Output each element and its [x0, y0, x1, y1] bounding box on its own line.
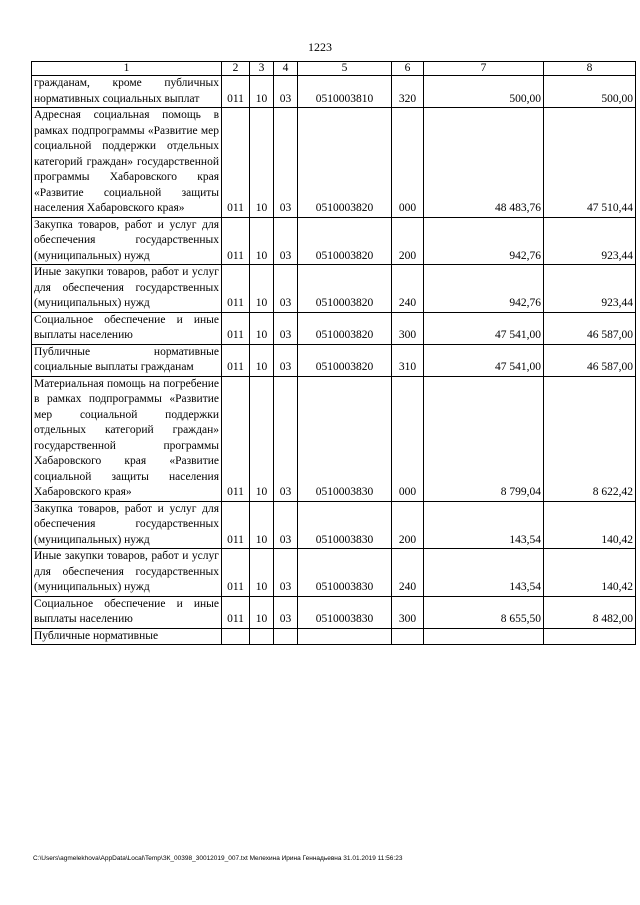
- row-amount-2: 47 510,44: [544, 108, 636, 218]
- row-amount-1: [424, 628, 544, 645]
- row-section: 10: [250, 376, 274, 501]
- row-amount-1: 942,76: [424, 265, 544, 313]
- row-amount-1: 8 799,04: [424, 376, 544, 501]
- col-header-8: 8: [544, 62, 636, 76]
- row-name: Закупка товаров, работ и услуг для обеспечения государственных (муниципальных) нужд: [32, 501, 222, 549]
- row-ministry-code: 011: [222, 108, 250, 218]
- row-target-article: 0510003830: [298, 376, 392, 501]
- table-header-row: [32, 62, 636, 76]
- row-subsection: 03: [274, 312, 298, 344]
- col-header-4: 4: [274, 62, 298, 76]
- row-ministry-code: 011: [222, 76, 250, 108]
- col-header-5: 5: [298, 62, 392, 76]
- row-target-article: 0510003820: [298, 312, 392, 344]
- row-subsection: 03: [274, 549, 298, 597]
- row-ministry-code: 011: [222, 376, 250, 501]
- row-target-article: 0510003820: [298, 108, 392, 218]
- row-section: [250, 628, 274, 645]
- row-subsection: 03: [274, 501, 298, 549]
- row-subsection: 03: [274, 217, 298, 265]
- row-expense-type: 320: [392, 76, 424, 108]
- row-expense-type: 240: [392, 265, 424, 313]
- row-amount-2: [544, 628, 636, 645]
- row-name: Иные закупки товаров, работ и услуг для обеспечения государственных (муниципальных) нужд: [32, 265, 222, 313]
- table-row: [32, 501, 636, 549]
- row-section: 10: [250, 596, 274, 628]
- row-amount-1: 47 541,00: [424, 344, 544, 376]
- row-name: Социальное обеспечение и иные выплаты населению: [32, 312, 222, 344]
- table-row: [32, 596, 636, 628]
- row-target-article: 0510003820: [298, 217, 392, 265]
- row-amount-1: 48 483,76: [424, 108, 544, 218]
- row-name: Закупка товаров, работ и услуг для обеспечения государственных (муниципальных) нужд: [32, 217, 222, 265]
- table-row: [32, 344, 636, 376]
- row-amount-1: 500,00: [424, 76, 544, 108]
- row-target-article: 0510003820: [298, 265, 392, 313]
- row-section: 10: [250, 108, 274, 218]
- row-amount-1: 143,54: [424, 501, 544, 549]
- row-target-article: 0510003820: [298, 344, 392, 376]
- row-amount-2: 46 587,00: [544, 312, 636, 344]
- row-target-article: 0510003810: [298, 76, 392, 108]
- row-ministry-code: 011: [222, 265, 250, 313]
- footer-file-path: C:\Users\agmelekhova\AppData\Local\Temp\ЗК_00398_30012019_007.txt Мелехина Ирина Геннадьевна 31.01.2019 11:56:23: [33, 855, 403, 862]
- row-ministry-code: 011: [222, 217, 250, 265]
- col-header-2: 2: [222, 62, 250, 76]
- row-amount-1: 8 655,50: [424, 596, 544, 628]
- row-amount-2: 923,44: [544, 265, 636, 313]
- row-section: 10: [250, 312, 274, 344]
- row-name: Публичные нормативные социальные выплаты гражданам: [32, 344, 222, 376]
- budget-table: [31, 61, 636, 645]
- row-amount-2: 8 482,00: [544, 596, 636, 628]
- row-amount-1: 143,54: [424, 549, 544, 597]
- row-amount-2: 140,42: [544, 549, 636, 597]
- row-subsection: 03: [274, 108, 298, 218]
- row-name: Материальная помощь на погребение в рамках подпрограммы «Развитие мер социальной поддержки отдельных категорий граждан» государственной программы Хабаровского края «Развитие социальной защиты населения Хабаровского края»: [32, 376, 222, 501]
- row-subsection: 03: [274, 76, 298, 108]
- col-header-7: 7: [424, 62, 544, 76]
- row-expense-type: 200: [392, 217, 424, 265]
- table-row: [32, 549, 636, 597]
- row-name: Публичные нормативные: [32, 628, 222, 645]
- row-expense-type: 300: [392, 312, 424, 344]
- row-amount-2: 140,42: [544, 501, 636, 549]
- row-subsection: 03: [274, 376, 298, 501]
- row-ministry-code: 011: [222, 312, 250, 344]
- col-header-6: 6: [392, 62, 424, 76]
- row-amount-1: 47 541,00: [424, 312, 544, 344]
- row-name: Социальное обеспечение и иные выплаты населению: [32, 596, 222, 628]
- row-expense-type: 000: [392, 108, 424, 218]
- row-name: Иные закупки товаров, работ и услуг для обеспечения государственных (муниципальных) нужд: [32, 549, 222, 597]
- row-section: 10: [250, 549, 274, 597]
- table-row: [32, 217, 636, 265]
- row-amount-2: 923,44: [544, 217, 636, 265]
- table-row: [32, 265, 636, 313]
- row-ministry-code: 011: [222, 501, 250, 549]
- row-subsection: 03: [274, 344, 298, 376]
- row-subsection: 03: [274, 596, 298, 628]
- row-subsection: 03: [274, 265, 298, 313]
- row-amount-2: 8 622,42: [544, 376, 636, 501]
- row-section: 10: [250, 76, 274, 108]
- row-target-article: 0510003830: [298, 596, 392, 628]
- table-row: [32, 312, 636, 344]
- table-row: [32, 76, 636, 108]
- row-amount-1: 942,76: [424, 217, 544, 265]
- row-expense-type: [392, 628, 424, 645]
- row-ministry-code: 011: [222, 596, 250, 628]
- row-amount-2: 500,00: [544, 76, 636, 108]
- row-expense-type: 300: [392, 596, 424, 628]
- row-section: 10: [250, 265, 274, 313]
- row-section: 10: [250, 217, 274, 265]
- row-amount-2: 46 587,00: [544, 344, 636, 376]
- row-ministry-code: 011: [222, 344, 250, 376]
- row-ministry-code: [222, 628, 250, 645]
- row-ministry-code: 011: [222, 549, 250, 597]
- row-section: 10: [250, 501, 274, 549]
- page-number: 1223: [308, 40, 332, 54]
- row-target-article: 0510003830: [298, 549, 392, 597]
- row-name: гражданам, кроме публичных нормативных социальных выплат: [32, 76, 222, 108]
- row-target-article: [298, 628, 392, 645]
- col-header-3: 3: [250, 62, 274, 76]
- row-name: Адресная социальная помощь в рамках подпрограммы «Развитие мер социальной поддержки отдельных категорий граждан» государственной программы Хабаровского края «Развитие социальной защиты населения Хабаровского края»: [32, 108, 222, 218]
- table-row: [32, 628, 636, 645]
- row-expense-type: 000: [392, 376, 424, 501]
- table-row: [32, 108, 636, 218]
- table-row: [32, 376, 636, 501]
- row-expense-type: 200: [392, 501, 424, 549]
- row-subsection: [274, 628, 298, 645]
- row-section: 10: [250, 344, 274, 376]
- row-expense-type: 310: [392, 344, 424, 376]
- row-target-article: 0510003830: [298, 501, 392, 549]
- col-header-1: 1: [32, 62, 222, 76]
- row-expense-type: 240: [392, 549, 424, 597]
